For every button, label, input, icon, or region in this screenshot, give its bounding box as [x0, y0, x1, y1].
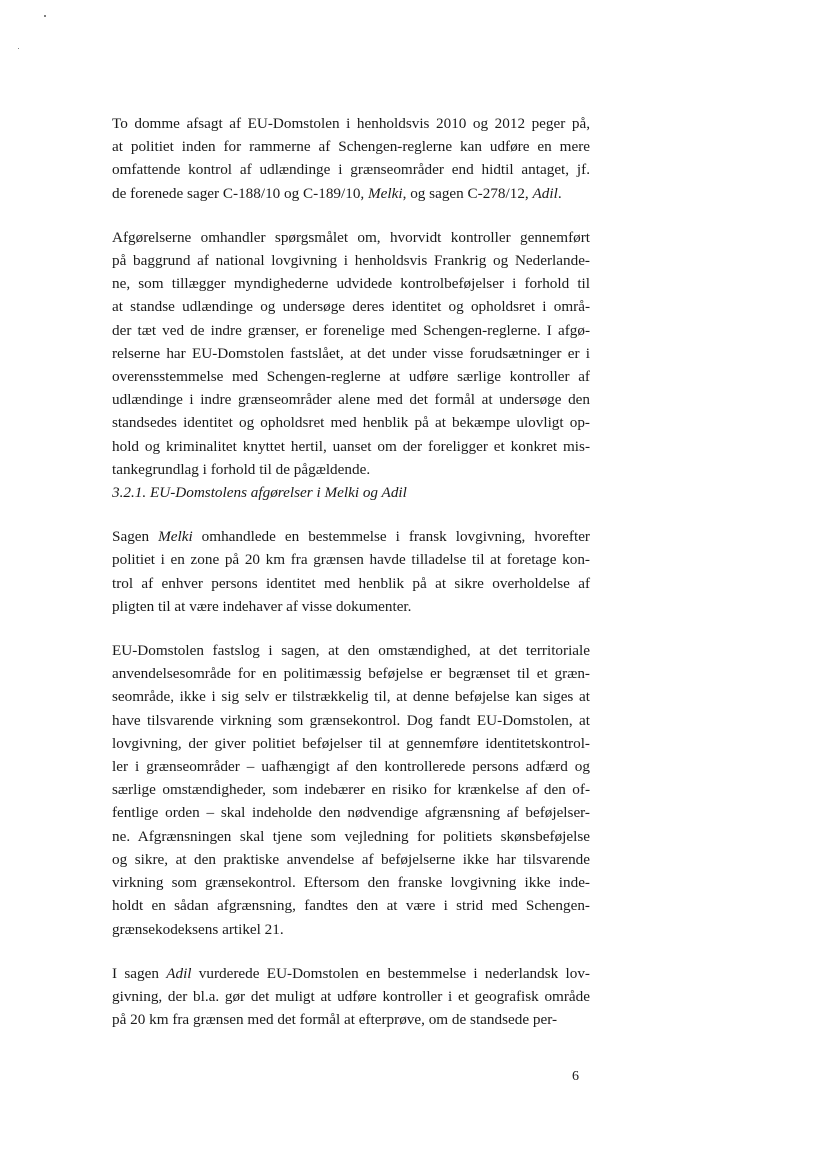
text-line: der tæt ved de indre grænser, er forenelige med Schengen-reglerne. I afgø- [112, 321, 590, 339]
text-line: at politiet inden for rammerne af Schengen-reglerne kan udføre en mere [112, 138, 590, 156]
scan-speck-2 [18, 48, 19, 49]
italic-case-name: Adil [532, 184, 558, 202]
text-line: holdt en sådan afgrænsning, fandtes den at være i strid med Schengen- [112, 897, 590, 915]
text-line: ne, som tillægger myndighederne udvidede kontrolbeføjelser i forhold til [112, 275, 590, 293]
text-line: udlændinge i indre grænseområder alene med det formål at undersøge den [112, 391, 590, 409]
paragraph-1 [112, 112, 590, 205]
text-line: særlige omstændigheder, som indebærer en risiko for krænkelse af den of- [112, 781, 590, 799]
text-line: overensstemmelse med Schengen-reglerne at udføre særlige kontroller af [112, 368, 590, 386]
text-line: anvendelsesområde for en politimæssig beføjelse er begrænset til et græn- [112, 665, 590, 683]
text-line: Sagen Melki omhandlede en bestemmelse i fransk lovgivning, hvorefter [112, 528, 590, 546]
text-line: standsedes identitet og opholdsret med henblik på at bekæmpe ulovligt op- [112, 414, 590, 432]
text-line: Afgørelserne omhandler spørgsmålet om, hvorvidt kontroller gennemført [112, 228, 590, 246]
paragraph-4 [112, 639, 590, 941]
text-line: tankegrundlag i forhold til de pågældende. [112, 460, 371, 478]
text-line: grænsekodeksens artikel 21. [112, 920, 284, 938]
paragraph-5 [112, 962, 590, 1032]
page-number: 6 [572, 1069, 579, 1084]
text-line: EU-Domstolen fastslog i sagen, at den omstændighed, at det territoriale [112, 642, 590, 660]
text-line: hold og kriminalitet knyttet hertil, uanset om der foreligger et konkret mis- [112, 437, 590, 455]
scan-speck-1 [44, 15, 46, 17]
paragraph-3 [112, 525, 590, 618]
text-line: på 20 km fra grænsen med det formål at efterprøve, om de standsede per- [112, 1011, 558, 1029]
text-line: på baggrund af national lovgivning i henholdsvis Frankrig og Nederlande- [112, 252, 590, 270]
text-line: virkning som grænsekontrol. Eftersom den franske lovgivning ikke inde- [112, 874, 590, 892]
text-line: og sikre, at den praktiske anvendelse af beføjelserne ikke har tilsvarende [112, 850, 590, 868]
text-line: givning, der bl.a. gør det muligt at udføre kontroller i et geografisk område [112, 987, 590, 1005]
text-line: I sagen Adil vurderede EU-Domstolen en bestemmelse i nederlandsk lov- [112, 964, 590, 982]
text-line: seområde, ikke i sig selv er tilstrækkelig til, at denne beføjelse kan siges at [112, 688, 590, 706]
italic-case-name: Melki [158, 528, 193, 546]
text-line: To domme afsagt af EU-Domstolen i henholdsvis 2010 og 2012 peger på, [112, 115, 590, 132]
text-line: politiet i en zone på 20 km fra grænsen havde tilladelse til at foretage kon- [112, 551, 590, 569]
text-line: de forenede sager C-188/10 og C-189/10, Melki, og sagen C-278/12, Adil. [112, 184, 562, 202]
text-line: relserne har EU-Domstolen fastslået, at det under visse forudsætninger er i [112, 344, 590, 362]
document-body [112, 112, 590, 1031]
text-line: trol af enhver persons identitet med henblik på at sikre overholdelse af [112, 574, 590, 592]
text-line: have tilsvarende virkning som grænsekontrol. Dog fandt EU-Domstolen, at [112, 711, 590, 729]
text-line: lovgivning, der giver politiet beføjelser til at gennemføre identitetskontrol- [112, 734, 590, 752]
italic-case-name: Adil [166, 964, 192, 982]
text-line: omfattende kontrol af udlændinge i grænseområder end hidtil antaget, jf. [112, 161, 590, 179]
text-line: ne. Afgrænsningen skal tjene som vejledning for politiets skønsbeføjelse [112, 827, 590, 845]
italic-case-name: Melki [368, 184, 403, 202]
text-line: fentlige orden – skal indeholde den nødvendige afgrænsning af beføjelser- [112, 804, 590, 822]
paragraph-2 [112, 226, 590, 481]
text-line: at standse udlændinge og undersøge deres identitet og opholdsret i områ- [112, 298, 590, 316]
text-line: pligten til at være indehaver af visse dokumenter. [112, 597, 412, 615]
text-line: ler i grænseområder – uafhængigt af den kontrollerede persons adfærd og [112, 758, 590, 776]
section-heading: 3.2.1. EU-Domstolens afgørelser i Melki og Adil [112, 484, 407, 502]
